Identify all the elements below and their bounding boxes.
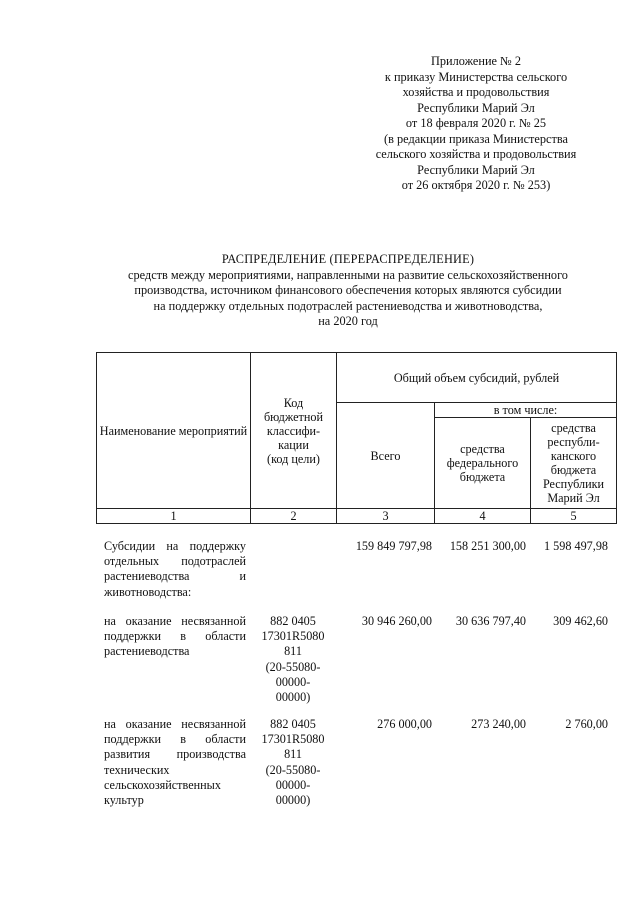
appendix-line: Республики Марий Эл (417, 162, 535, 177)
document-subtitle-line: производства, источником финансового обеспечения которых являются субсидии (134, 283, 562, 298)
header-name: Наименование мероприятий (97, 353, 251, 509)
document-title-block (90, 252, 606, 330)
col-number: 3 (337, 509, 435, 524)
row-republic: 2 760,00 (565, 717, 608, 731)
header-total: Всего (337, 403, 435, 509)
document-title: РАСПРЕДЕЛЕНИЕ (ПЕРЕРАСПРЕДЕЛЕНИЕ) (221, 252, 475, 266)
appendix-line: от 18 февраля 2020 г. № 25 (405, 116, 547, 130)
document-subtitle-line: на 2020 год (318, 314, 378, 329)
document-subtitle-line: на поддержку отдельных подотраслей растениеводства и животноводства, (153, 298, 543, 313)
appendix-line: от 26 октября 2020 г. № 253) (401, 178, 551, 192)
row-total: 159 849 797,98 (355, 539, 432, 553)
row-federal: 30 636 797,40 (455, 614, 526, 628)
col-number: 5 (531, 509, 617, 524)
col-number: 4 (435, 509, 531, 524)
appendix-line: к приказу Министерства сельского (384, 69, 568, 84)
header-federal: средства федерального бюджета (435, 418, 531, 509)
appendix-line: Приложение № 2 (430, 54, 522, 68)
row-total: 30 946 260,00 (361, 614, 432, 628)
row-federal: 273 240,00 (471, 717, 526, 731)
row-code: 882 0405 17301R5080 811 (20-55080- 00000- 00000) (261, 614, 325, 705)
header-republic: средства республи- канского бюджета Республики Марий Эл (531, 418, 617, 509)
appendix-line: (в редакции приказа Министерства (384, 131, 568, 146)
row-total: 276 000,00 (377, 717, 432, 731)
col-number: 2 (251, 509, 337, 524)
header-code: Код бюджетной классифи- кации (код цели) (251, 353, 337, 509)
row-code: 882 0405 17301R5080 811 (20-55080- 00000- 00000) (261, 717, 325, 808)
appendix-line: хозяйства и продовольствия (402, 85, 550, 99)
row-republic: 1 598 497,98 (544, 539, 608, 553)
row-federal: 158 251 300,00 (449, 539, 526, 553)
row-name: на оказание несвязанной поддержки в области растениеводства (104, 614, 246, 659)
row-name: Субсидии на поддержку отдельных подотраслей растениеводства и животноводства: (104, 539, 246, 599)
appendix-block (345, 54, 607, 194)
appendix-line: сельского хозяйства и продовольствия (375, 147, 577, 161)
appendix-line: Республики Марий Эл (417, 100, 535, 115)
row-name: на оказание несвязанной поддержки в области развития производства технических сельскохозяйственных культур (104, 717, 246, 808)
header-total-group: Общий объем субсидий, рублей (337, 353, 617, 403)
row-republic: 309 462,60 (553, 614, 608, 628)
document-subtitle-line: средств между мероприятиями, направленными на развитие сельскохозяйственного (128, 267, 568, 282)
header-including: в том числе: (435, 403, 617, 418)
col-number: 1 (97, 509, 251, 524)
subsidy-table-header (96, 352, 617, 524)
